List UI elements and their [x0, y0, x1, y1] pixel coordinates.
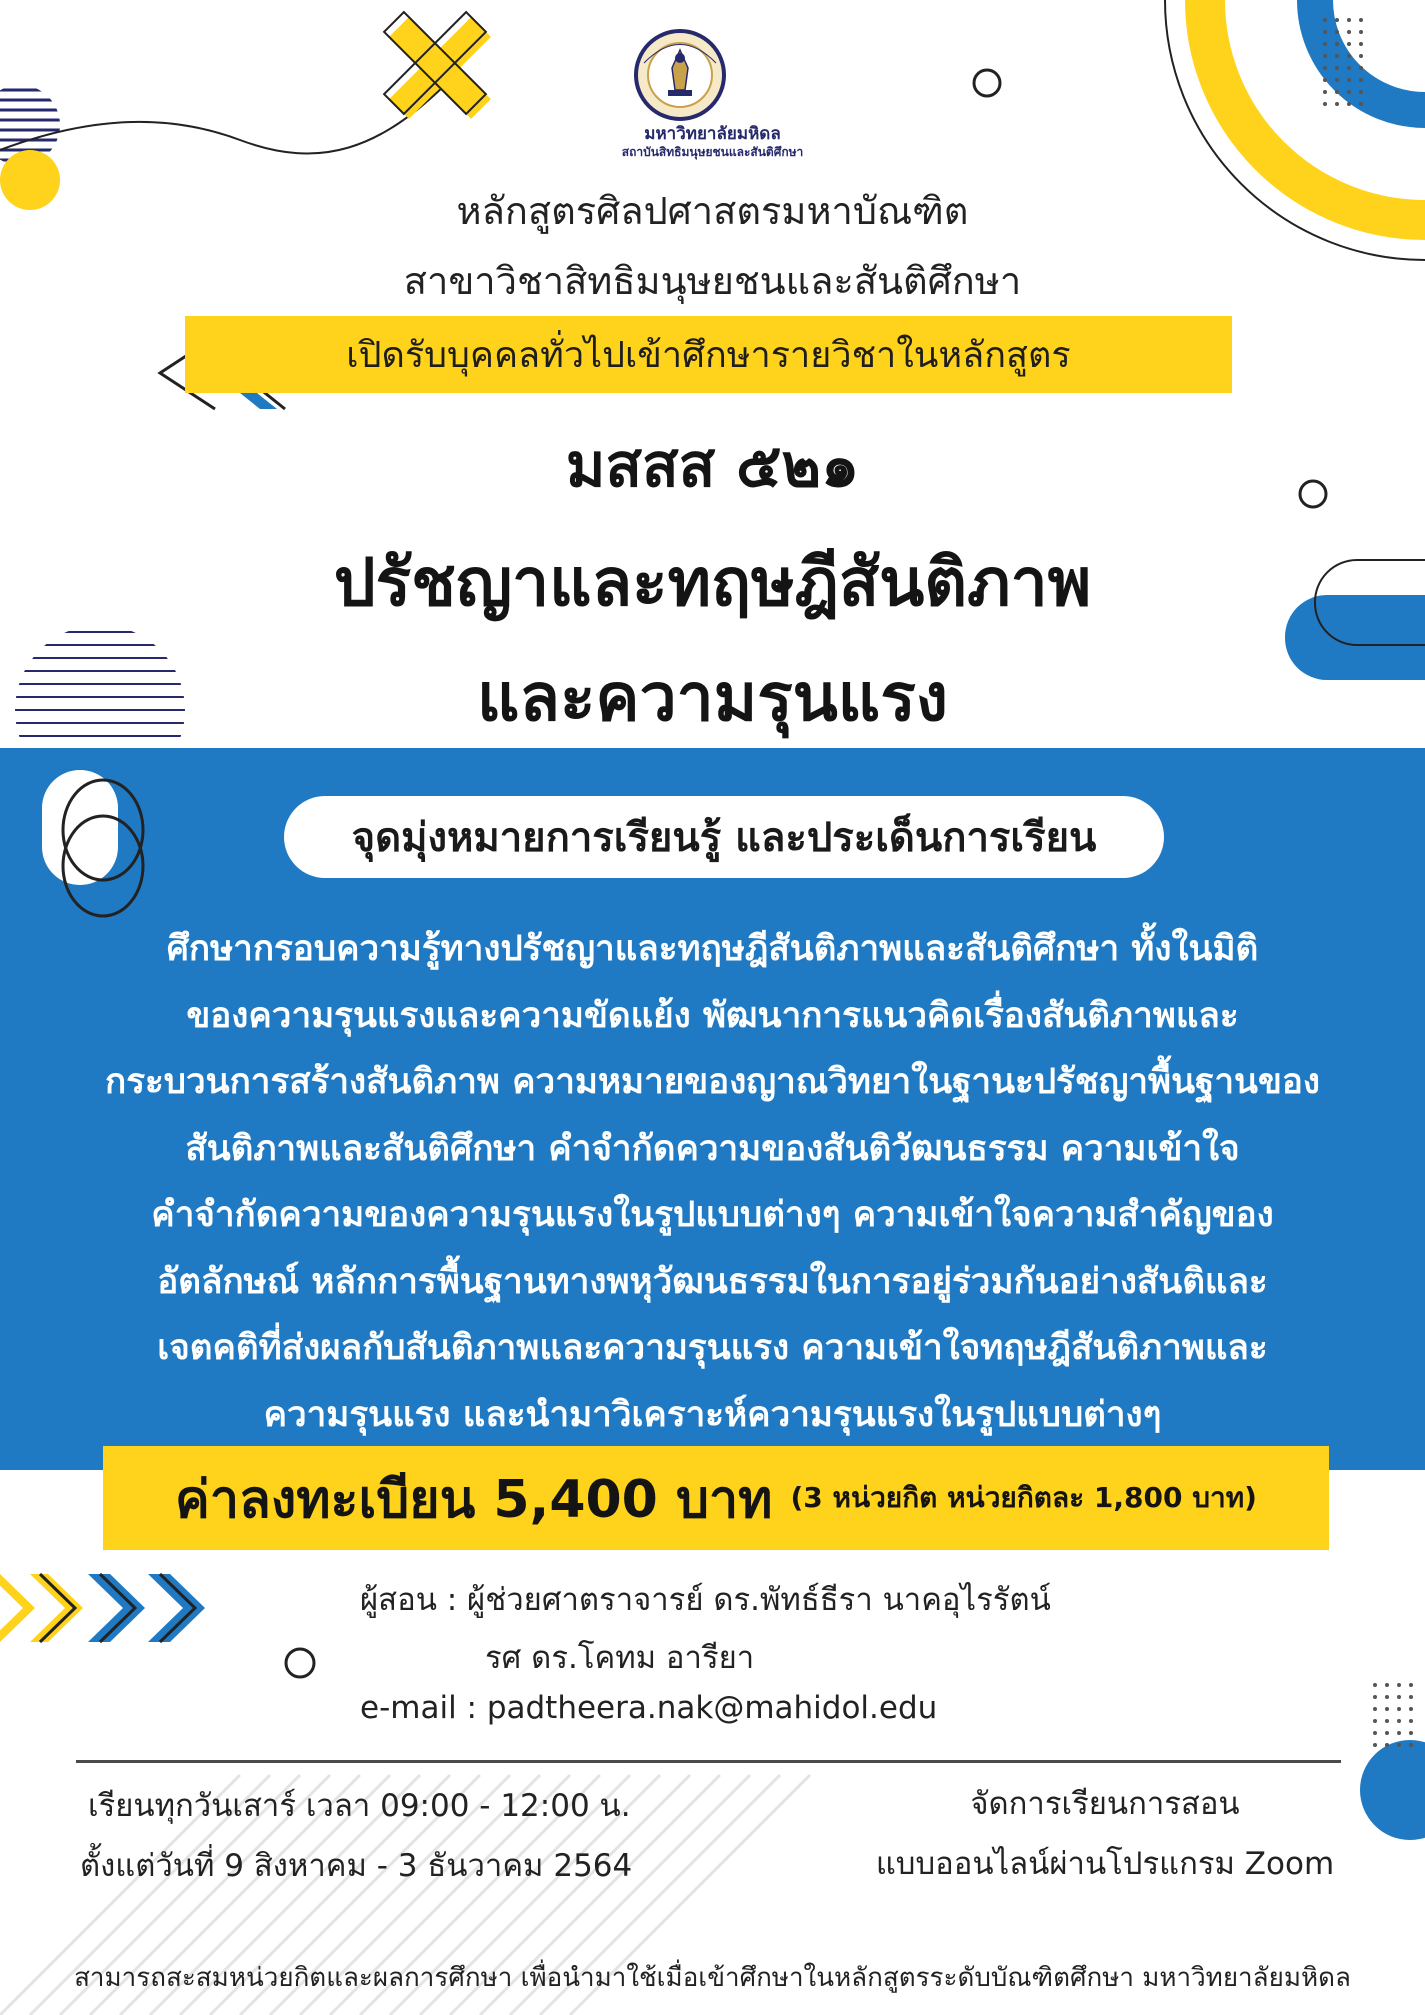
schedule-time: เรียนทุกวันเสาร์ เวลา 09:00 - 12:00 น.: [88, 1788, 631, 1824]
divider: [76, 1760, 1341, 1763]
description-line: อัตลักษณ์ หลักการพื้นฐานทางพหุวัฒนธรรมในการอยู่ร่วมกันอย่างสันติและ: [157, 1261, 1268, 1302]
institute-name: สถาบันสิทธิมนุษยชนและสันติศึกษา: [621, 145, 804, 159]
description-line: คำจำกัดความของความรุนแรงในรูปแบบต่างๆ ความเข้าใจความสำคัญของ: [151, 1195, 1274, 1235]
course-code: มสสส ๕๒๑: [565, 431, 860, 501]
instructor-primary: ผู้สอน : ผู้ช่วยศาตราจารย์ ดร.พัทธ์ธีรา นาคอุไรรัตน์: [360, 1582, 1051, 1618]
description-line: สันติภาพและสันติศึกษา คำจำกัดความของสันติวัฒนธรรม ความเข้าใจ: [185, 1128, 1240, 1169]
blue-circle-icon: [1360, 1740, 1425, 1840]
university-name: มหาวิทยาลัยมหิดล: [644, 124, 781, 144]
open-enrollment-text: เปิดรับบุคคลทั่วไปเข้าศึกษารายวิชาในหลักสูตร: [346, 335, 1071, 376]
course-name-line1: ปรัชญาและทฤษฎีสันติภาพ: [333, 544, 1092, 621]
program-major: สาขาวิชาสิทธิมนุษยชนและสันติศึกษา: [403, 259, 1022, 303]
fee-note: (3 หน่วยกิต หน่วยกิตละ 1,800 บาท): [790, 1481, 1257, 1514]
objectives-heading: จุดมุ่งหมายการเรียนรู้ และประเด็นการเรียน: [351, 815, 1097, 861]
dot-grid-icon: [1373, 1683, 1413, 1747]
course-name-line2: และความรุนแรง: [477, 659, 948, 736]
instructor-secondary: รศ ดร.โคทม อารียา: [485, 1640, 755, 1676]
program-title: หลักสูตรศิลปศาสตรมหาบัณฑิต: [456, 189, 969, 233]
fee-amount: ค่าลงทะเบียน 5,400 บาท: [175, 1469, 773, 1530]
description-line: ของความรุนแรงและความขัดแย้ง พัฒนาการแนวคิดเรื่องสันติภาพและ: [186, 995, 1239, 1036]
chevron-right-icon: [0, 1574, 205, 1642]
schedule-dates: ตั้งแต่วันที่ 9 สิงหาคม - 3 ธันวาคม 2564: [80, 1848, 633, 1884]
contact-email: e-mail : padtheera.nak@mahidol.edu: [360, 1690, 938, 1726]
credit-transfer-note: สามารถสะสมหน่วยกิตและผลการศึกษา เพื่อนำมาใช้เมื่อเข้าศึกษาในหลักสูตรระดับบัณฑิตศึกษา มหาวิทยาลัยมหิดล: [74, 1963, 1351, 1993]
delivery-mode-detail: แบบออนไลน์ผ่านโปรแกรม Zoom: [875, 1846, 1335, 1882]
delivery-mode-title: จัดการเรียนการสอน: [970, 1786, 1240, 1822]
description-line: กระบวนการสร้างสันติภาพ ความหมายของญาณวิทยาในฐานะปรัชญาพื้นฐานของ: [105, 1062, 1320, 1102]
description-line: ความรุนแรง และนำมาวิเคราะห์ความรุนแรงในรูปแบบต่างๆ: [263, 1394, 1162, 1435]
description-line: เจตคติที่ส่งผลกับสันติภาพและความรุนแรง ความเข้าใจทฤษฎีสันติภาพและ: [157, 1328, 1268, 1368]
description-line: ศึกษากรอบความรู้ทางปรัชญาและทฤษฎีสันติภาพและสันติศึกษา ทั้งในมิติ: [166, 929, 1259, 969]
